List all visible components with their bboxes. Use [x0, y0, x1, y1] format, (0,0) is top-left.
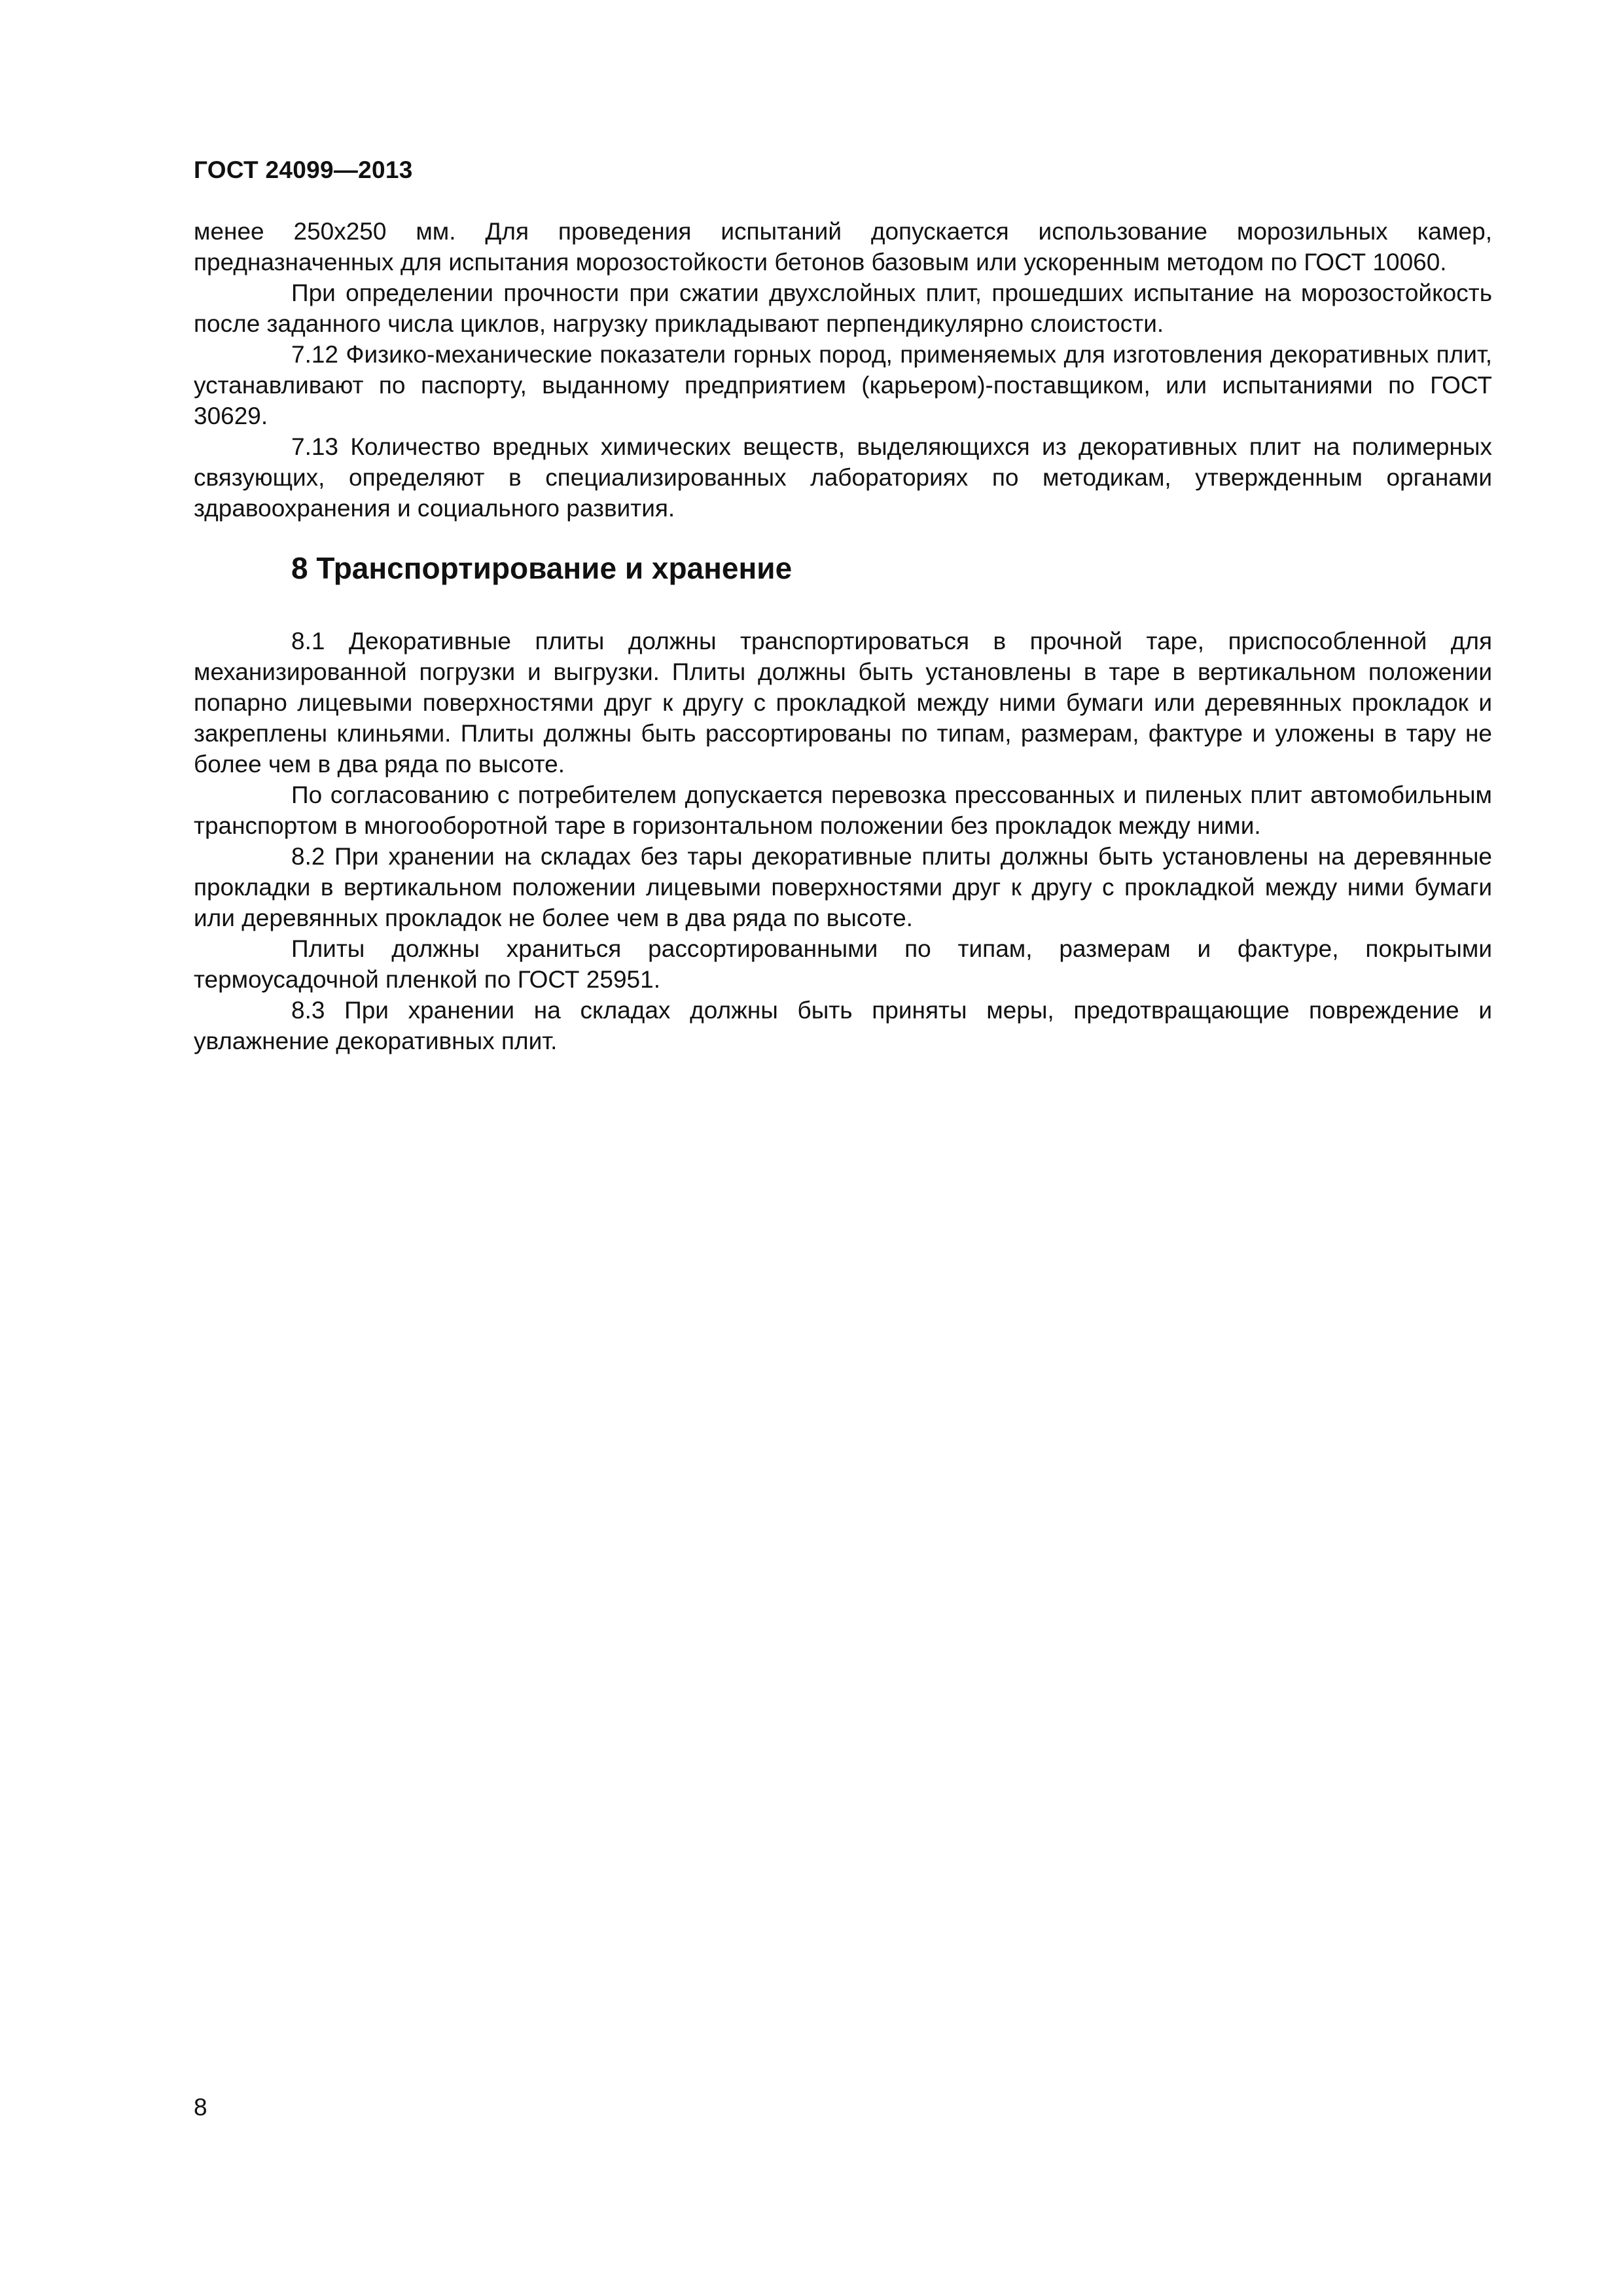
section-heading: 8 Транспортирование и хранение	[291, 551, 793, 585]
paragraph-continuation: менее 250x250 мм. Для проведения испытаний допускается использование морозильных камер, предназначенных для испытания морозостойкости бетонов базовым или ускоренным методом по ГОСТ 10060.	[194, 218, 1492, 276]
paragraph-storage-sorted: Плиты должны храниться рассортированными по типам, размерам и фактуре, покрытыми термоусадочной пленкой по ГОСТ 25951.	[194, 935, 1492, 993]
document-header: ГОСТ 24099—2013	[194, 156, 413, 183]
document-body	[194, 216, 1492, 1056]
paragraph-transport-agreement: По согласованию с потребителем допускается перевозка прессованных и пиленых плит автомобильным транспортом в многооборотной таре в горизонтальном положении без прокладок между ними.	[194, 781, 1492, 839]
paragraph-8-2: 8.2 При хранении на складах без тары декоративные плиты должны быть установлены на деревянные прокладки в вертикальном положении лицевыми поверхностями друг к другу с прокладкой между ними бумаги или деревянных прокладок не более чем в два ряда по высоте.	[194, 843, 1492, 931]
page-number: 8	[194, 2094, 207, 2121]
paragraph-8-1: 8.1 Декоративные плиты должны транспортироваться в прочной таре, приспособленной для механизированной погрузки и выгрузки. Плиты должны быть установлены в таре в вертикальном положении попарно лицевыми поверхностями друг к другу с прокладкой между ними бумаги или деревянных прокладок и закреплены клиньями. Плиты должны быть рассортированы по типам, размерам, фактуре и уложены в тару не более чем в два ряда по высоте.	[194, 628, 1492, 778]
paragraph-8-3: 8.3 При хранении на складах должны быть приняты меры, предотвращающие повреждение и увлажнение декоративных плит.	[194, 997, 1492, 1054]
paragraph-7-13: 7.13 Количество вредных химических веществ, выделяющихся из декоративных плит на полимерных связующих, определяют в специализированных лабораториях по методикам, утвержденным органами здравоохранения и социального развития.	[194, 433, 1492, 522]
paragraph-compression-strength: При определении прочности при сжатии двухслойных плит, прошедших испытание на морозостойкость после заданного числа циклов, нагрузку прикладывают перпендикулярно слоистости.	[194, 279, 1492, 337]
paragraph-7-12: 7.12 Физико-механические показатели горных пород, применяемых для изготовления декоративных плит, устанавливают по паспорту, выданному предприятием (карьером)-поставщиком, или испытаниями по ГОСТ 30629.	[194, 341, 1492, 429]
section-spacer	[194, 586, 1492, 626]
